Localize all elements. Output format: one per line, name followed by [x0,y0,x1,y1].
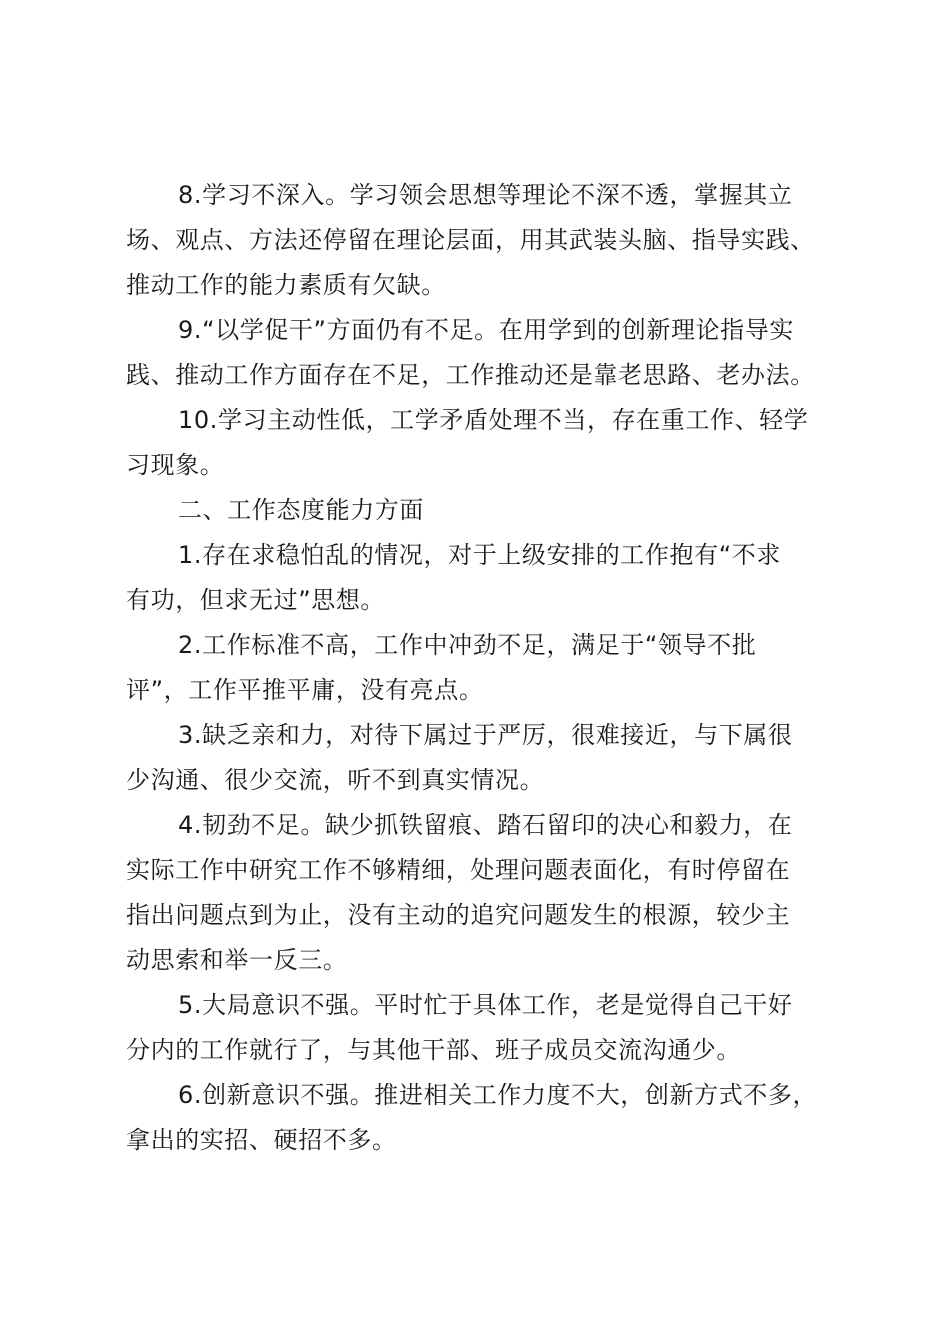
section-heading [126,488,856,533]
paragraph-line: 动思索和举一反三。 [126,946,348,974]
paragraph-item-2-2 [126,623,856,713]
paragraph-line: 践、推动工作方面存在不足，工作推动还是靠老思路、老办法。 [126,361,815,389]
paragraph-line: 有功，但求无过”思想。 [126,586,386,614]
paragraph-line: 9.“以学促干”方面仍有不足。在用学到的创新理论指导实 [178,316,794,344]
paragraph-line: 3.缺乏亲和力，对待下属过于严厉，很难接近，与下属很 [178,721,793,749]
paragraph-item-2-3 [126,713,856,803]
paragraph-item-2-4 [126,803,856,983]
paragraph-line: 习现象。 [126,451,225,479]
paragraph-line: 实际工作中研究工作不够精细，处理问题表面化，有时停留在 [126,856,791,884]
paragraph-line: 8.学习不深入。学习领会思想等理论不深不透，掌握其立 [178,181,793,209]
paragraph-item-8 [126,173,856,308]
paragraph-line: 评”，工作平推平庸，没有亮点。 [126,676,484,704]
paragraph-item-10 [126,398,856,488]
paragraph-item-2-1 [126,533,856,623]
paragraph-item-2-5 [126,983,856,1073]
document-body [126,173,856,1163]
paragraph-line: 2.工作标准不高，工作中冲劲不足，满足于“领导不批 [178,631,757,659]
paragraph-line: 拿出的实招、硬招不多。 [126,1126,397,1154]
paragraph-line: 5.大局意识不强。平时忙于具体工作，老是觉得自己干好 [178,991,793,1019]
paragraph-line: 4.韧劲不足。缺少抓铁留痕、踏石留印的决心和毅力，在 [178,811,793,839]
paragraph-item-9 [126,308,856,398]
paragraph-line: 10.学习主动性低，工学矛盾处理不当，存在重工作、轻学 [178,406,809,434]
paragraph-line: 推动工作的能力素质有欠缺。 [126,271,446,299]
paragraph-line: 少沟通、很少交流，听不到真实情况。 [126,766,545,794]
paragraph-line: 指出问题点到为止，没有主动的追究问题发生的根源，较少主 [126,901,791,929]
section-heading-text: 二、工作态度能力方面 [178,496,424,524]
paragraph-line: 分内的工作就行了，与其他干部、班子成员交流沟通少。 [126,1036,741,1064]
paragraph-line: 6.创新意识不强。推进相关工作力度不大，创新方式不多， [178,1081,818,1109]
paragraph-item-2-6 [126,1073,856,1163]
paragraph-line: 1.存在求稳怕乱的情况，对于上级安排的工作抱有“不求 [178,541,781,569]
paragraph-line: 场、观点、方法还停留在理论层面，用其武装头脑、指导实践、 [126,226,815,254]
